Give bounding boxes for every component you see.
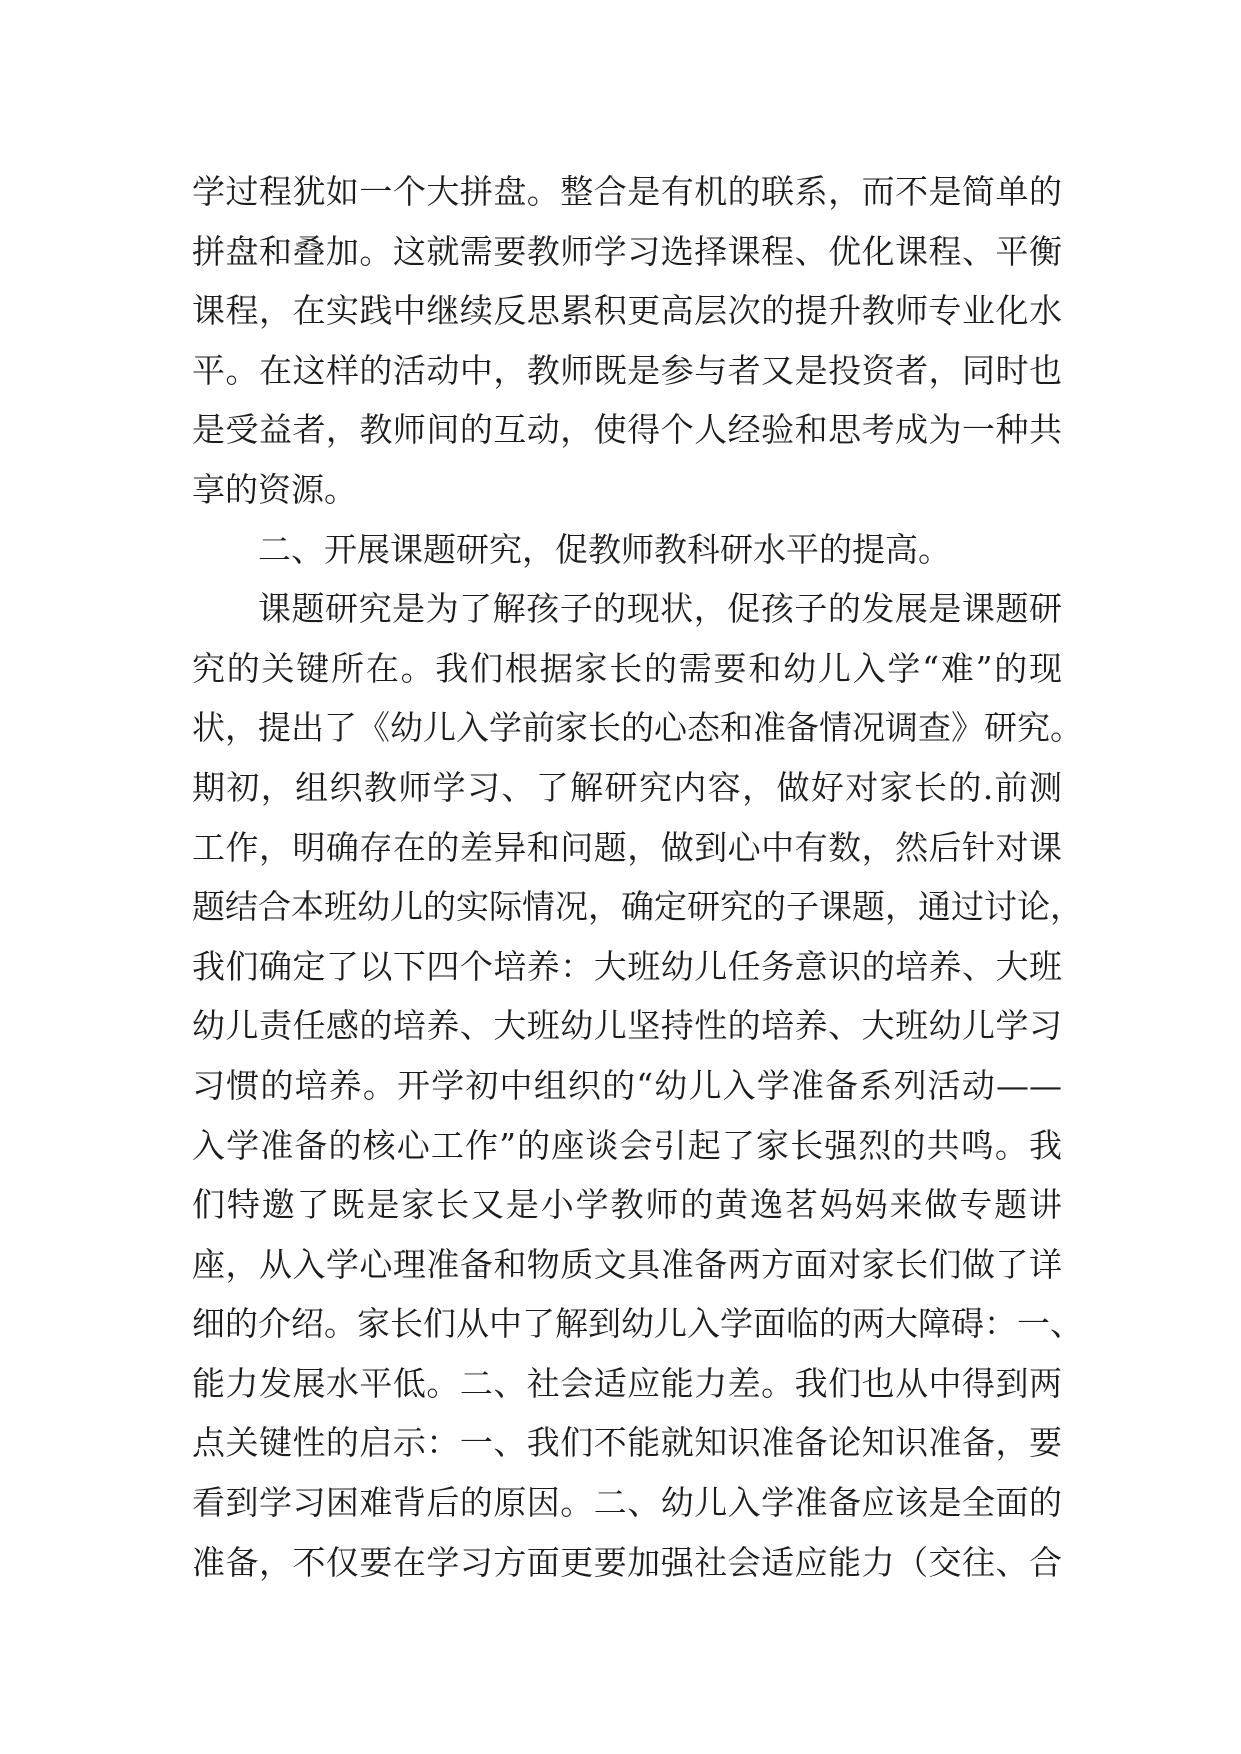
text-line: 究的关键所在。我们根据家长的需要和幼儿入学“难”的现 — [192, 648, 1062, 688]
text-line: 题结合本班幼儿的实际情况，确定研究的子课题，通过讨论， — [192, 887, 1083, 927]
text-line: 课程，在实践中继续反思累积更高层次的提升教师专业化水 — [192, 291, 1062, 331]
text-line: 平。在这样的活动中，教师既是参与者又是投资者，同时也 — [192, 350, 1062, 390]
text-line: 幼儿责任感的培养、大班幼儿坚持性的培养、大班幼儿学习 — [192, 1006, 1062, 1046]
text-line: 们特邀了既是家长又是小学教师的黄逸茗妈妈来做专题讲 — [192, 1185, 1062, 1225]
paragraph-first-line: 课题研究是为了解孩子的现状，促孩子的发展是课题研 — [258, 589, 1062, 629]
text-line: 看到学习困难背后的原因。二、幼儿入学准备应该是全面的 — [192, 1483, 1062, 1523]
text-line: 状，提出了《幼儿入学前家长的心态和准备情况调查》研究。 — [192, 708, 1083, 748]
text-line: 我们确定了以下四个培养：大班幼儿任务意识的培养、大班 — [192, 946, 1062, 986]
paragraph-end-line: 享的资源。 — [192, 469, 357, 509]
text-line: 点关键性的启示：一、我们不能就知识准备论知识准备，要 — [192, 1423, 1062, 1463]
text-line: 习惯的培养。开学初中组织的“幼儿入学准备系列活动—— — [192, 1065, 1062, 1105]
document-body — [192, 162, 1083, 1592]
text-line: 学过程犹如一个大拼盘。整合是有机的联系，而不是简单的 — [192, 172, 1062, 211]
text-line: 座，从入学心理准备和物质文具准备两方面对家长们做了详 — [192, 1244, 1062, 1284]
text-line: 准备，不仅要在学习方面更要加强社会适应能力（交往、合 — [192, 1542, 1062, 1582]
text-line: 入学准备的核心工作”的座谈会引起了家长强烈的共鸣。我 — [192, 1125, 1062, 1165]
section-heading: 二、开展课题研究，促教师教科研水平的提高。 — [258, 529, 951, 569]
text-line: 拼盘和叠加。这就需要教师学习选择课程、优化课程、平衡 — [192, 231, 1062, 271]
text-line: 细的介绍。家长们从中了解到幼儿入学面临的两大障碍：一、 — [192, 1304, 1083, 1344]
text-line: 是受益者，教师间的互动，使得个人经验和思考成为一种共 — [192, 410, 1062, 450]
text-line: 期初，组织教师学习、了解研究内容，做好对家长的.前测 — [192, 767, 1062, 807]
text-line: 能力发展水平低。二、社会适应能力差。我们也从中得到两 — [192, 1363, 1062, 1403]
text-line: 工作，明确存在的差异和问题，做到心中有数，然后针对课 — [192, 827, 1062, 867]
